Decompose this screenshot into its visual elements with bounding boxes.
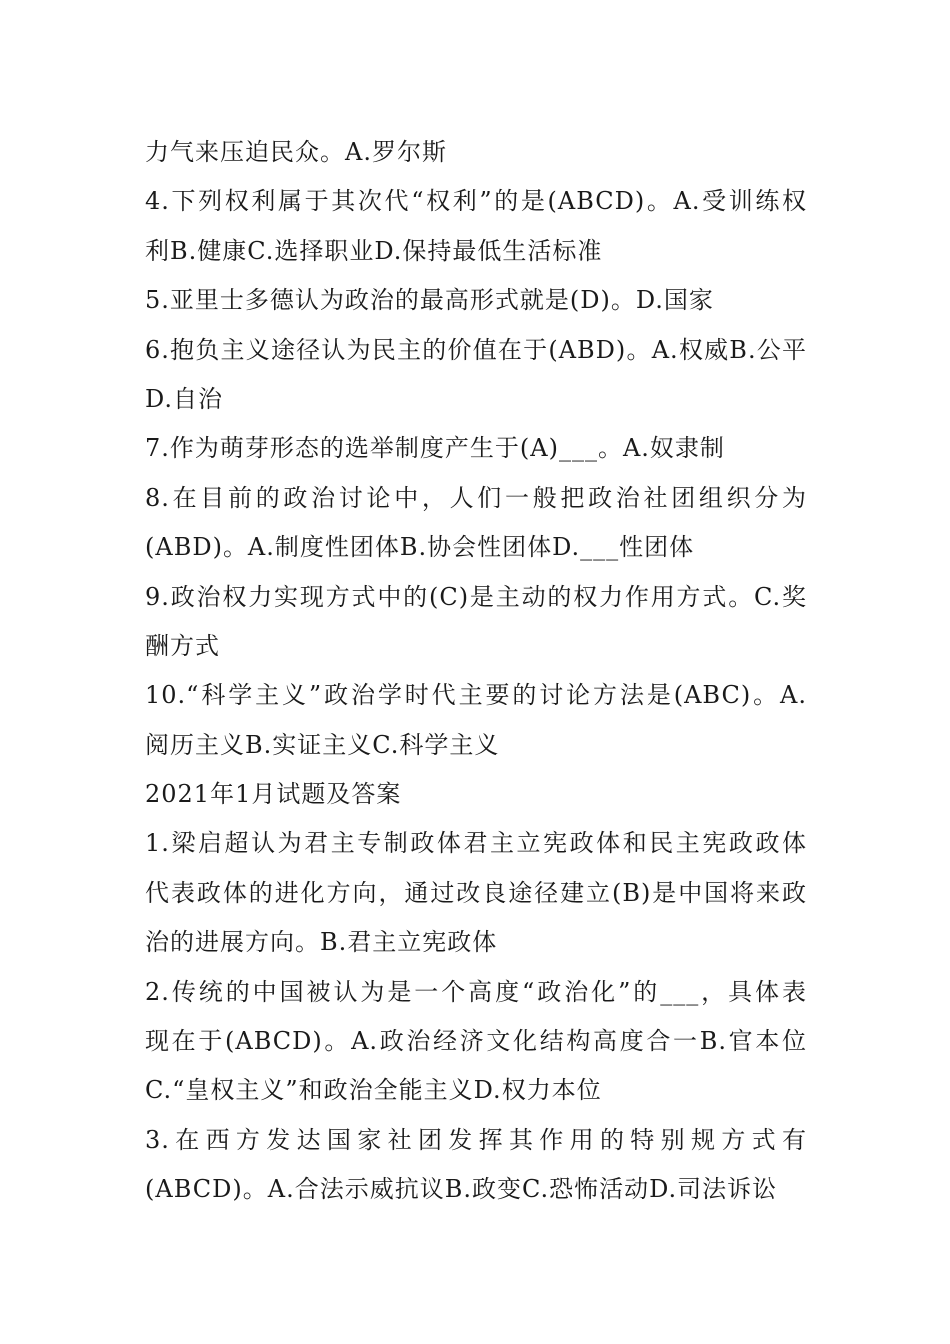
text-line-8: 8.在目前的政治讨论中，人们一般把政治社团组织分为 [145, 483, 807, 512]
text-line-15: 1.梁启超认为君主专制政体君主立宪政体和民主宪政政体 [145, 829, 807, 858]
text-line-2: 4.下列权利属于其次代“权利”的是(ABCD)。A.受训练权 [145, 187, 807, 216]
text-line-11: 酬方式 [145, 631, 220, 660]
text-line-5: 6.抱负主义途径认为民主的价值在于(ABD)。A.权威B.公平 [145, 335, 807, 364]
text-line-22: (ABCD)。A.合法示威抗议B.政变C.恐怖活动D.司法诉讼 [145, 1175, 778, 1204]
text-line-16: 代表政体的进化方向，通过改良途径建立(B)是中国将来政 [145, 878, 807, 907]
text-line-19: 现在于(ABCD)。A.政治经济文化结构高度合一B.官本位 [145, 1027, 807, 1056]
text-line-20: C.“皇权主义”和政治全能主义D.权力本位 [145, 1076, 602, 1105]
document-body [145, 128, 807, 1215]
text-line-4: 5.亚里士多德认为政治的最高形式就是(D)。D.国家 [145, 286, 714, 315]
text-line-1: 力气来压迫民众。A.罗尔斯 [145, 138, 447, 166]
text-line-21: 3.在西方发达国家社团发挥其作用的特别规方式有 [145, 1125, 807, 1154]
text-line-10: 9.政治权力实现方式中的(C)是主动的权力作用方式。C.奖 [145, 582, 807, 611]
text-line-7: 7.作为萌芽形态的选举制度产生于(A)___。A.奴隶制 [145, 434, 725, 463]
text-line-9: (ABD)。A.制度性团体B.协会性团体D.___性团体 [145, 533, 695, 562]
section-heading: 2021年1月试题及答案 [145, 780, 402, 809]
text-line-6: D.自治 [145, 384, 224, 413]
text-line-18: 2.传统的中国被认为是一个高度“政治化”的___，具体表 [145, 977, 807, 1006]
text-line-13: 阅历主义B.实证主义C.科学主义 [145, 730, 500, 759]
text-line-17: 治的进展方向。B.君主立宪政体 [145, 928, 498, 957]
text-line-12: 10.“科学主义”政治学时代主要的讨论方法是(ABC)。A. [145, 681, 807, 710]
text-line-3: 利B.健康C.选择职业D.保持最低生活标准 [145, 236, 603, 265]
